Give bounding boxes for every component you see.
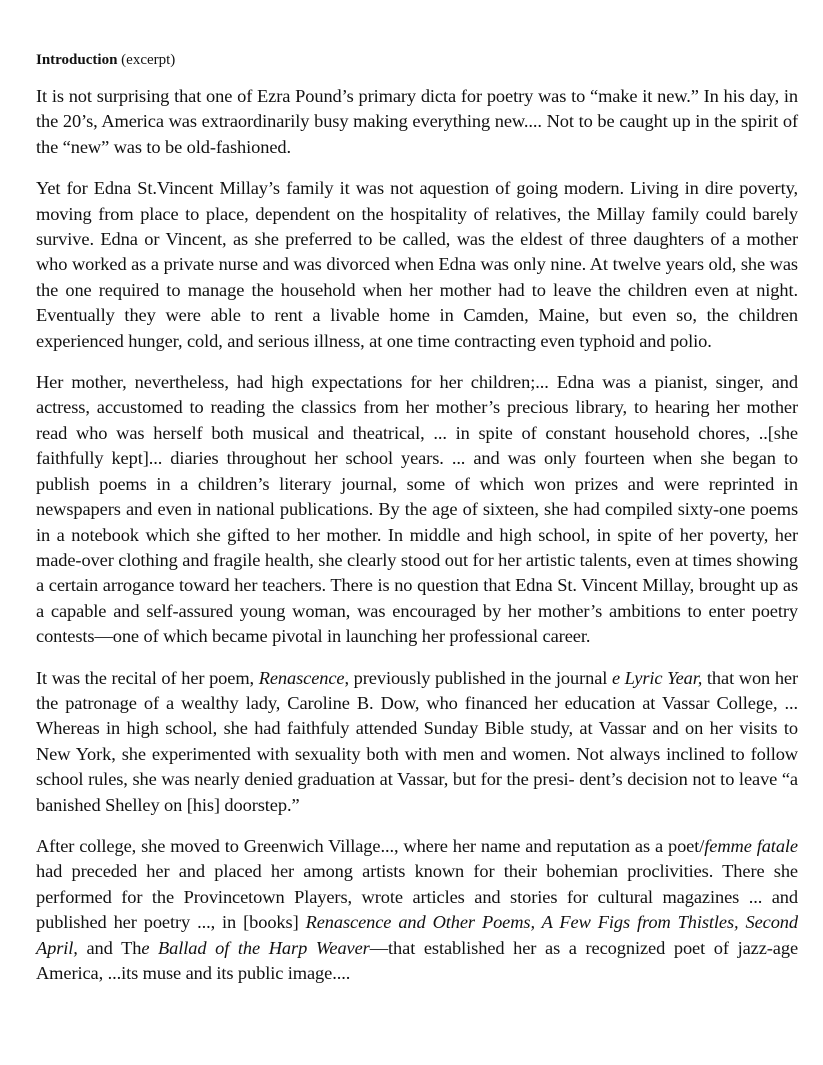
italic-phrase: femme fatale — [704, 835, 798, 856]
paragraph-text: had preceded her and placed her among artists known for their bohemian proclivities. There she performed for the Provincetown Players, wrote articles and stories for cultural magazines ... and published her poetry ..., in [books] — [36, 861, 798, 933]
heading-note: (excerpt) — [117, 52, 176, 68]
paragraph-text: It was the recital of her poem, — [36, 667, 259, 688]
paragraph-text: that won her the patronage of a wealthy lady, Caroline B. Dow, who financed her education at Vassar College, ... Whereas in high school, she had faithfuly attended Sunday Bible study, at Vassar and on her visits to New York, she experimented with sexuality both with men and women. Not always inclined to follow school rules, she was nearly denied graduation at Vassar, but for the presi- dent’s decision not to leave “a banished Shelley on [his] doorstep.” — [36, 667, 798, 815]
paragraph-text: , previously published in the journal — [344, 667, 612, 688]
book-title-ballad: e Ballad of the Harp Weaver — [141, 937, 370, 958]
paragraph-text: After college, she moved to Greenwich Village..., where her name and reputation as a poet/ — [36, 835, 705, 856]
paragraph-3 — [36, 370, 798, 649]
paragraph-5 — [36, 834, 798, 986]
section-heading — [36, 48, 798, 72]
poem-title-renascence: Renascence — [258, 667, 345, 688]
paragraph-2 — [36, 176, 798, 354]
paragraph-4 — [36, 666, 798, 818]
paragraph-text: and Th — [77, 937, 142, 958]
book-titles: Renascence and Other Poems, A Few Figs from Thistles, Second April, — [36, 912, 798, 958]
paragraph-1 — [36, 84, 798, 160]
document-page — [36, 48, 798, 1002]
heading-title: Introduction — [36, 52, 118, 68]
paragraph-text: Her mother, nevertheless, had high expectations for her children;... Edna was a pianist, singer, and actress, accustomed to reading the classics from her mother’s precious library, to hearing her mother read who was herself both musical and theatrical, ... in spite of constant household chores, ..[she faithfully kept]... diaries throughout her school years. ... and was only fourteen when she began to publish poems in a children’s literary journal, some of which won prizes and were reprinted in newspapers and even in national publications. By the age of sixteen, she had compiled sixty-one poems in a notebook which she gifted to her mother. In middle and high school, in spite of her poverty, her made-over clothing and fragile health, she clearly stood out for her artistic talents, even at times showing a certain arrogance toward her teachers. There is no question that Edna St. Vincent Millay, brought up as a capable and self-assured young woman, was encouraged by her mother’s ambitions to enter poetry contests—one of which became pivotal in launching her professional career. — [36, 372, 798, 647]
paragraph-text: It is not surprising that one of Ezra Pound’s primary dicta for poetry was to “make it new.” In his day, in the 20’s, America was extraordinarily busy making everything new.... Not to be caught up in the spirit of the “new” was to be old-fashioned. — [36, 86, 798, 157]
paragraph-text: —that established her as a recognized poet of jazz-age America, ...its muse and its public image.... — [36, 937, 799, 983]
journal-title: e Lyric Year, — [611, 667, 703, 688]
paragraph-text: Yet for Edna St.Vincent Millay’s family it was not aquestion of going modern. Living in dire poverty, moving from place to place, dependent on the hospitality of relatives, the Millay family could barely survive. Edna or Vincent, as she preferred to be called, was the eldest of three daughters of a mother who worked as a private nurse and was divorced when Edna was only nine. At twelve years old, she was the one required to manage the household when her mother had to leave the children even at night. Eventually they were able to rent a livable home in Camden, Maine, but even so, the children experienced hunger, cold, and serious illness, at one time contracting even typhoid and polio. — [36, 178, 798, 351]
